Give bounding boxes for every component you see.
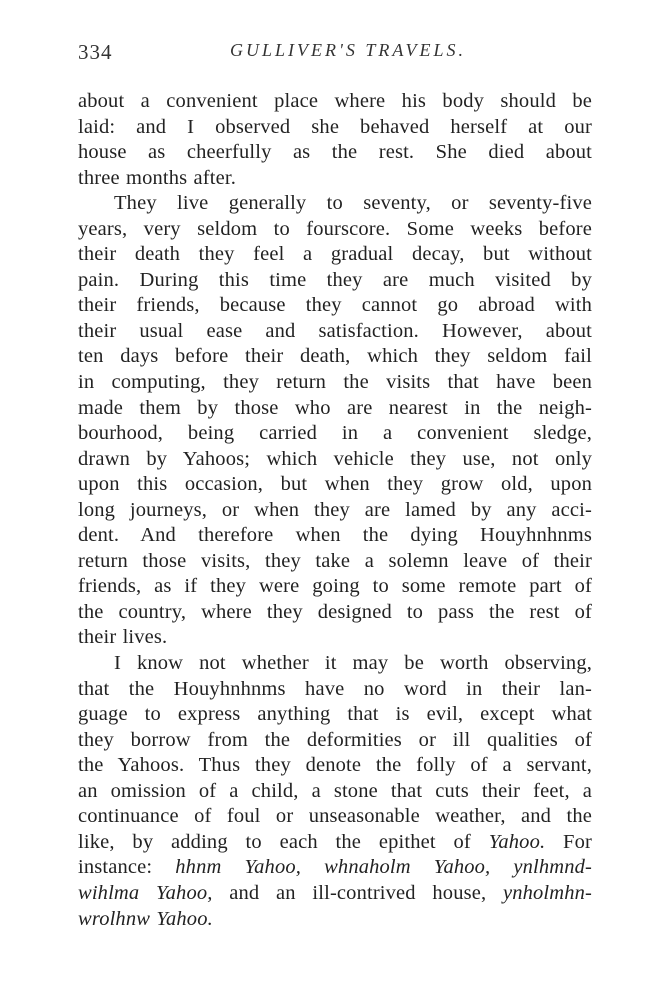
text-line: their lives.: [78, 626, 168, 649]
text-line: pain. During this time they are much visited by: [78, 268, 592, 291]
running-title: GULLIVER'S TRAVELS.: [230, 40, 466, 60]
text-line: friends, as if they were going to some remote part of: [78, 575, 592, 598]
text-line: [78, 830, 592, 856]
text-line: guage to express anything that is evil, except what: [78, 703, 592, 726]
text-line: the Yahoos. Thus they denote the folly of a servant,: [78, 754, 592, 777]
text-line: [78, 855, 592, 881]
text-line: years, very seldom to fourscore. Some weeks before: [78, 217, 592, 240]
paragraph: [78, 89, 592, 191]
italic-word: wrolhnw Yahoo.: [78, 907, 213, 930]
text-line: three months after.: [78, 166, 236, 189]
text-line: laid: and I observed she behaved herself at our: [78, 115, 592, 138]
paragraph: [78, 191, 592, 651]
text-run: and an ill-contrived house,: [212, 881, 503, 904]
text-line: that the Houyhnhnms have no word in their lan-: [78, 677, 592, 700]
text-line: They live generally to seventy, or seventy-five: [114, 192, 592, 215]
text-line: an omission of a child, a stone that cuts their feet, a: [78, 779, 592, 802]
text-line: made them by those who are nearest in the neigh-: [78, 396, 592, 419]
text-line: return those visits, they take a solemn leave of their: [78, 549, 592, 572]
text-line: bourhood, being carried in a convenient sledge,: [78, 422, 592, 445]
text-line: long journeys, or when they are lamed by any acci-: [78, 498, 592, 521]
paragraph: [78, 651, 592, 932]
text-line: they borrow from the deformities or ill qualities of: [78, 728, 592, 751]
text-line: upon this occasion, but when they grow old, upon: [78, 473, 592, 496]
text-run: like, by adding to each the epithet of: [78, 830, 489, 853]
text-line: their death they feel a gradual decay, but without: [78, 243, 592, 266]
text-line: about a convenient place where his body should be: [78, 90, 592, 112]
text-run: instance:: [78, 856, 176, 879]
italic-word: ynholmhn-: [502, 881, 593, 904]
text-line: continuance of foul or unseasonable weather, and the: [78, 805, 592, 828]
text-line: house as cheerfully as the rest. She died about: [78, 141, 592, 164]
text-line: I know not whether it may be worth observing,: [114, 652, 592, 675]
text-line: dent. And therefore when the dying Houyhnhnms: [78, 524, 592, 547]
text-line: in computing, they return the visits that have been: [78, 371, 592, 394]
text-line: their friends, because they cannot go abroad with: [78, 294, 592, 317]
text-line: their usual ease and satisfaction. However, about: [78, 319, 592, 342]
text-line: [78, 907, 592, 933]
text-line: the country, where they designed to pass the rest of: [78, 600, 592, 623]
text-line: ten days before their death, which they seldom fail: [78, 345, 592, 368]
page-header: [78, 40, 598, 70]
body-text: [78, 89, 592, 932]
text-line: drawn by Yahoos; which vehicle they use, not only: [78, 447, 592, 470]
page-number: 334: [78, 40, 113, 64]
italic-word: Yahoo.: [488, 830, 546, 853]
italic-word: hhnm Yahoo, whnaholm Yahoo, ynlhmnd-: [175, 856, 592, 879]
italic-word: wihlma Yahoo,: [78, 881, 213, 904]
text-run: For: [545, 830, 592, 853]
text-line: [78, 881, 592, 907]
